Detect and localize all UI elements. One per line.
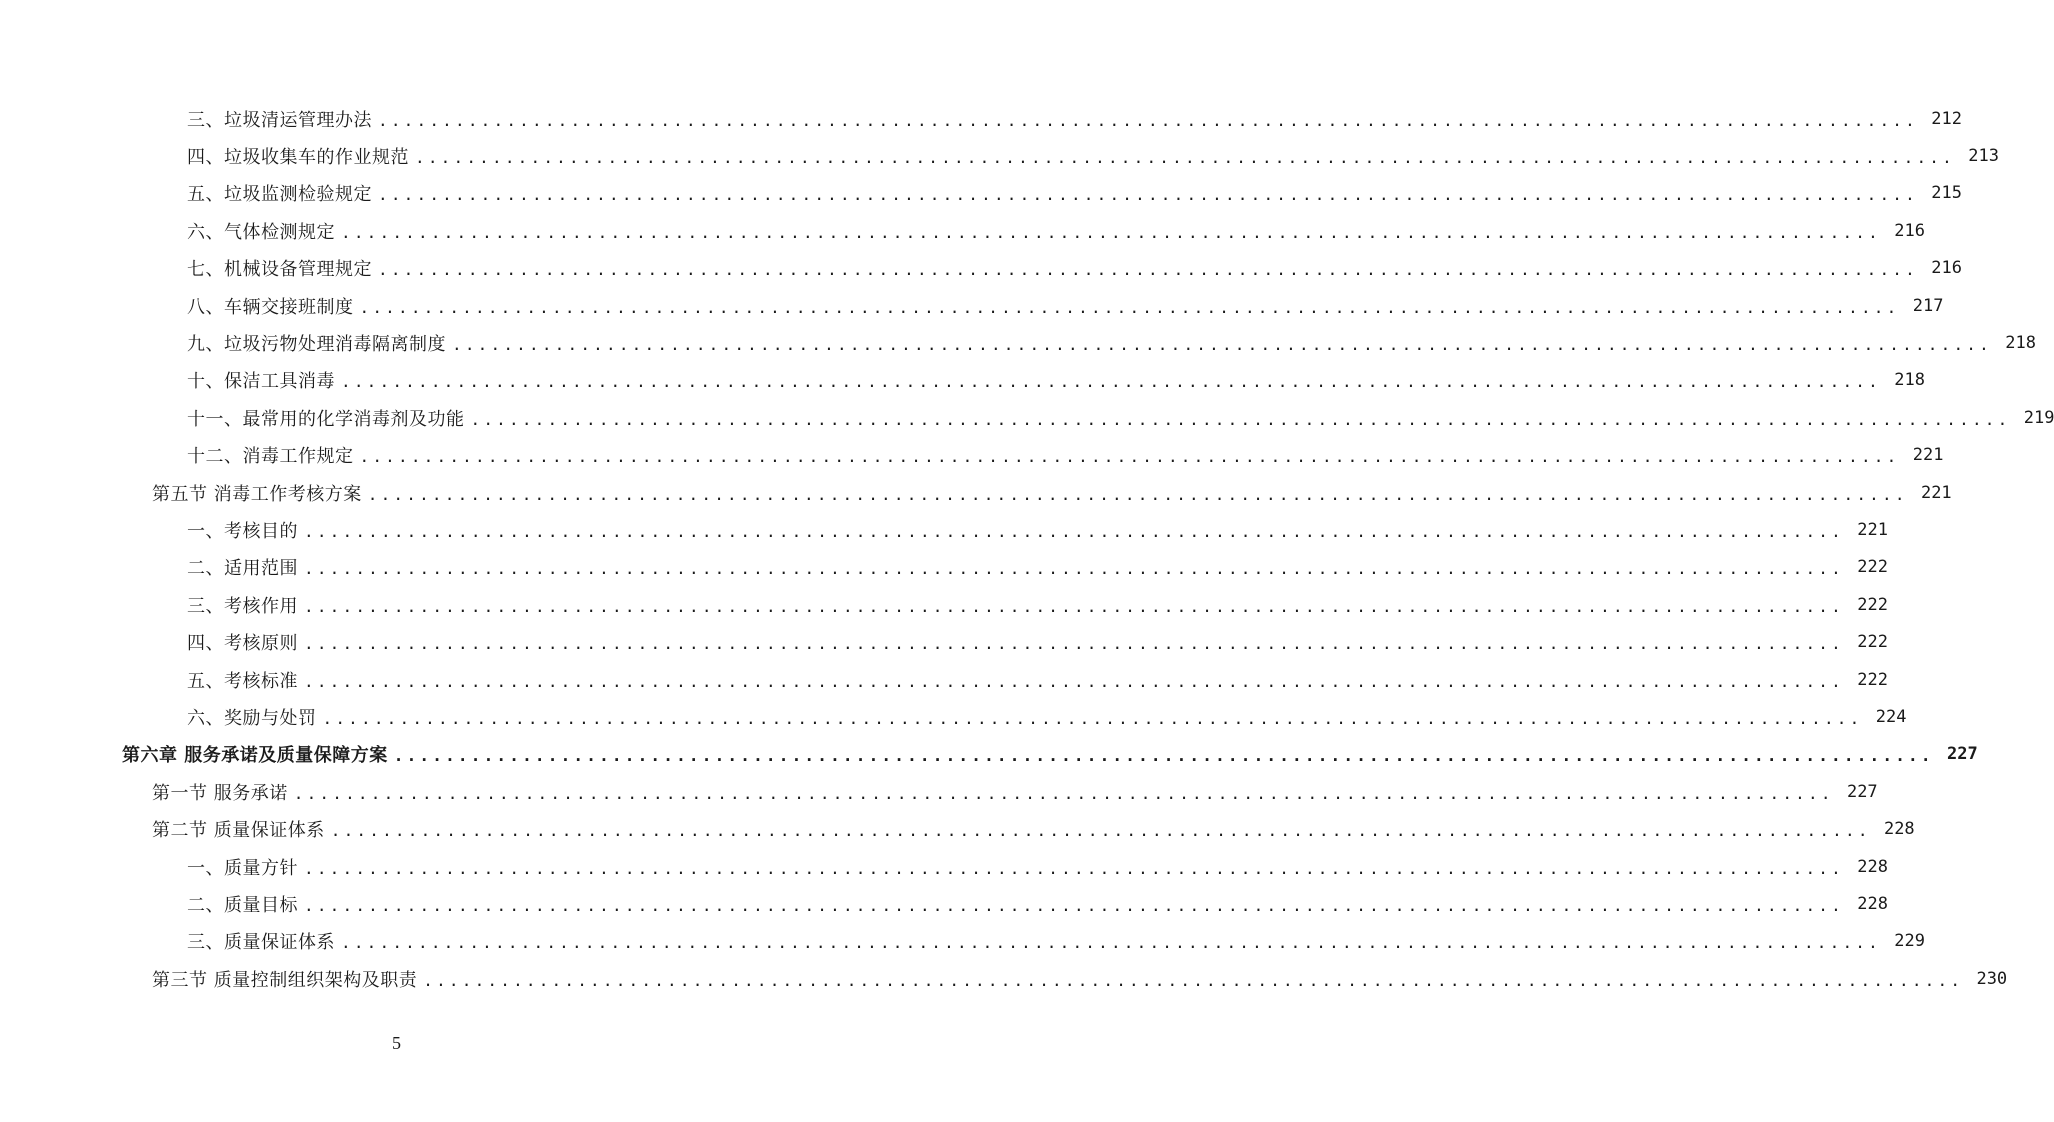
toc-entry[interactable] [0, 661, 1888, 698]
toc-entry-page: 230 [1976, 968, 2008, 989]
toc-entry-title: 四、垃圾收集车的作业规范 [187, 147, 409, 169]
dot-leader: ........................................................................................................................ [341, 222, 1881, 242]
toc-entry-title: 四、考核原则 [187, 633, 298, 655]
dot-leader: ........................................................................................................................ [378, 110, 1918, 130]
toc-entry-page: 219 [2023, 407, 2054, 428]
dot-leader: ........................................................................................................................ [330, 821, 1871, 841]
toc-entry-page: 221 [1920, 482, 1952, 503]
toc-entry-page: 216 [1894, 220, 1925, 241]
dot-leader: ........................................................................................................................ [367, 484, 1908, 504]
toc-entry-title: 一、考核目的 [187, 520, 298, 542]
toc-entry[interactable] [0, 175, 1962, 212]
dot-leader: ........................................................................................................................ [359, 447, 1900, 467]
toc-entry-page: 222 [1857, 594, 1888, 615]
dot-leader: ........................................................................................................................ [415, 148, 1955, 168]
toc-entry-title: 七、机械设备管理规定 [187, 259, 372, 281]
dot-leader: ........................................................................................................................ [304, 671, 1844, 691]
dot-leader: ........................................................................................................................ [304, 858, 1844, 878]
dot-leader: ........................................................................................................................ [470, 409, 2011, 429]
dot-leader: ........................................................................................................................ [322, 708, 1863, 728]
toc-entry-title: 第五节 消毒工作考核方案 [152, 483, 362, 505]
page-number: 5 [392, 1033, 401, 1053]
dot-leader: ........................................................................................................................ [359, 297, 1900, 317]
toc-entry-page: 213 [1968, 146, 1999, 167]
toc-entry[interactable] [0, 324, 2036, 361]
toc-entry-title: 三、垃圾清运管理办法 [187, 109, 372, 131]
dot-leader: ........................................................................................................................ [293, 783, 1834, 803]
toc-entry-title: 十二、消毒工作规定 [187, 446, 354, 468]
toc-entry[interactable] [0, 848, 1888, 885]
toc-entry-page: 227 [1946, 744, 1978, 765]
dot-leader: ........................................................................................................................ [304, 634, 1844, 654]
toc-entry-page: 217 [1912, 295, 1944, 316]
toc-section-entry[interactable] [0, 474, 1952, 511]
toc-entry-title: 九、垃圾污物处理消毒隔离制度 [187, 334, 446, 356]
toc-entry-title: 十、保洁工具消毒 [187, 371, 335, 393]
toc-entry[interactable] [0, 698, 1907, 735]
toc-entry-page: 222 [1857, 557, 1888, 578]
toc-entry[interactable] [0, 885, 1888, 922]
toc-section-entry[interactable] [0, 960, 2008, 997]
toc-entry-title: 第二节 质量保证体系 [152, 820, 325, 842]
toc-entry-title: 一、质量方针 [187, 857, 298, 879]
toc-entry-title: 三、质量保证体系 [187, 932, 335, 954]
toc-entry-title: 三、考核作用 [187, 595, 298, 617]
toc-entry-title: 十一、最常用的化学消毒剂及功能 [187, 408, 465, 430]
toc-entry[interactable] [0, 100, 1962, 137]
dot-leader: ........................................................................................................................ [304, 559, 1844, 579]
toc-entry-title: 第一节 服务承诺 [152, 782, 288, 804]
toc-entry[interactable] [0, 437, 1944, 474]
toc-entry[interactable] [0, 923, 1925, 960]
dot-leader: ........................................................................................................................ [341, 933, 1881, 953]
toc-entry-title: 五、垃圾监测检验规定 [187, 184, 372, 206]
toc-entry-page: 222 [1857, 669, 1888, 690]
toc-entry-page: 218 [2005, 333, 2036, 354]
toc-entry[interactable] [0, 623, 1888, 660]
toc-entry[interactable] [0, 137, 1999, 174]
toc-entry-page: 218 [1894, 370, 1925, 391]
toc-entry-page: 221 [1912, 445, 1944, 466]
dot-leader: ........................................................................................................................ [304, 895, 1844, 915]
toc-entry[interactable] [0, 399, 2054, 436]
toc-entry[interactable] [0, 250, 1962, 287]
toc-entry-title: 二、适用范围 [187, 558, 298, 580]
toc-entry-page: 222 [1857, 632, 1888, 653]
toc-entry-page: 215 [1931, 183, 1962, 204]
toc-entry[interactable] [0, 511, 1888, 548]
toc-entry-title: 六、奖励与处罚 [187, 707, 317, 729]
toc-entry[interactable] [0, 212, 1925, 249]
toc-entry-page: 229 [1894, 931, 1925, 952]
toc-entry-title: 二、质量目标 [187, 894, 298, 916]
dot-leader: ........................................................................................................................ [452, 335, 1992, 355]
toc-entry[interactable] [0, 362, 1925, 399]
toc-entry-page: 224 [1875, 706, 1907, 727]
toc-section-entry[interactable] [0, 810, 1915, 847]
toc-entry-page: 228 [1857, 856, 1888, 877]
dot-leader: ........................................................................................................................ [304, 521, 1844, 541]
toc-chapter-entry[interactable] [0, 736, 1978, 773]
dot-leader: ........................................................................................................................ [304, 596, 1844, 616]
table-of-contents [0, 100, 2054, 997]
dot-leader: ........................................................................................................................ [393, 746, 1934, 766]
toc-entry-title: 六、气体检测规定 [187, 221, 335, 243]
toc-entry[interactable] [0, 287, 1944, 324]
toc-entry-title: 第六章 服务承诺及质量保障方案 [122, 745, 388, 767]
toc-entry[interactable] [0, 549, 1888, 586]
toc-entry-title: 八、车辆交接班制度 [187, 296, 354, 318]
dot-leader: ........................................................................................................................ [341, 372, 1881, 392]
toc-section-entry[interactable] [0, 773, 1878, 810]
toc-entry[interactable] [0, 586, 1888, 623]
dot-leader: ........................................................................................................................ [378, 185, 1918, 205]
toc-entry-page: 228 [1883, 819, 1915, 840]
dot-leader: ........................................................................................................................ [378, 260, 1918, 280]
toc-entry-page: 227 [1846, 781, 1878, 802]
toc-entry-title: 第三节 质量控制组织架构及职责 [152, 969, 418, 991]
toc-entry-page: 216 [1931, 258, 1962, 279]
dot-leader: ........................................................................................................................ [423, 970, 1964, 990]
toc-entry-title: 五、考核标准 [187, 670, 298, 692]
toc-entry-page: 228 [1857, 893, 1888, 914]
toc-entry-page: 221 [1857, 519, 1888, 540]
toc-entry-page: 212 [1931, 108, 1962, 129]
